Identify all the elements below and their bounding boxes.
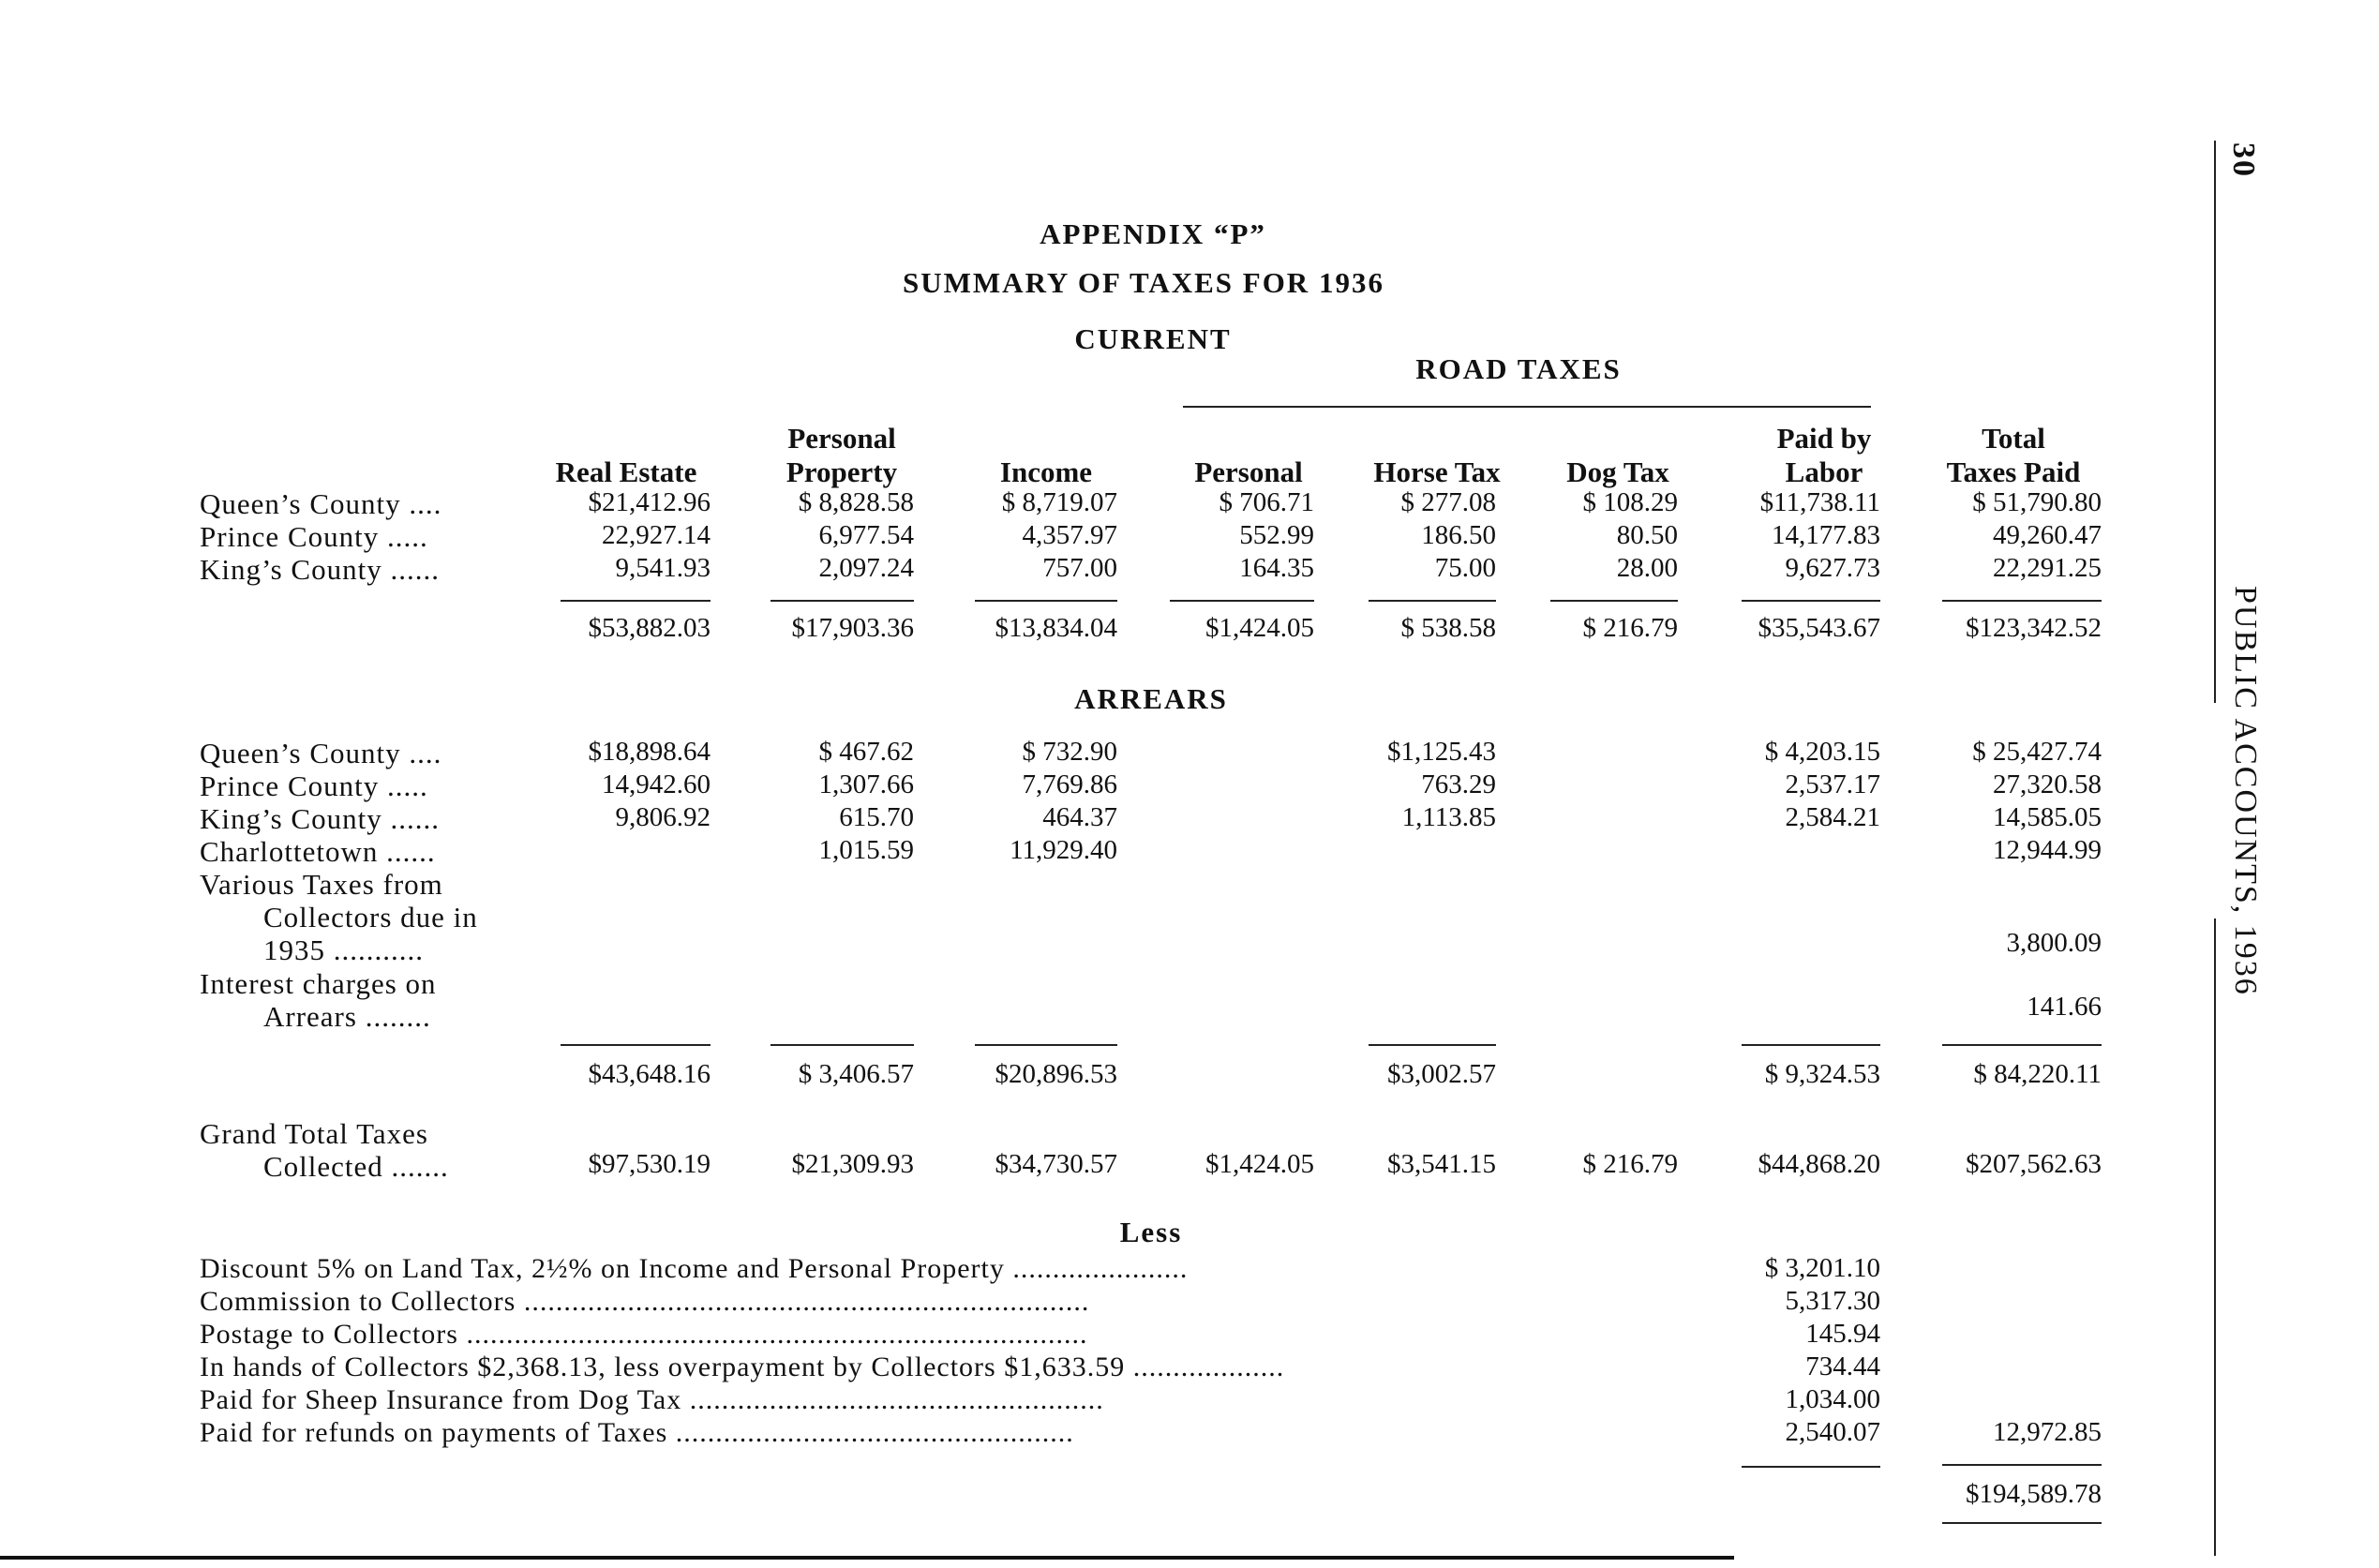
column-header xyxy=(556,422,697,489)
column-header-line1 xyxy=(556,422,697,455)
column-header xyxy=(1373,422,1500,489)
current-total-cell: $13,834.04 xyxy=(995,613,1117,643)
deduction-amount: 734.44 xyxy=(1805,1351,1880,1381)
row-label: Arrears ........ xyxy=(263,1000,431,1033)
grand-total-cell: $1,424.05 xyxy=(1205,1149,1314,1179)
table-cell: 7,769.86 xyxy=(1022,769,1117,799)
column-header-line2: Real Estate xyxy=(555,455,697,488)
column-header-line2: Taxes Paid xyxy=(1946,455,2081,488)
table-cell: $ 8,828.58 xyxy=(798,487,914,517)
table-cell: 141.66 xyxy=(2027,992,2102,1022)
deduction-amount: 1,034.00 xyxy=(1785,1384,1880,1414)
column-sum-rule xyxy=(1742,600,1880,602)
column-header-line2: Personal xyxy=(1194,455,1303,488)
current-total-cell: $17,903.36 xyxy=(791,613,914,643)
column-header xyxy=(1000,422,1092,489)
row-label: King’s County ...... xyxy=(200,553,440,586)
column-sum-rule xyxy=(1942,1044,2102,1046)
table-cell: $ 277.08 xyxy=(1400,487,1496,517)
row-label: Charlottetown ...... xyxy=(200,835,436,868)
grand-total-cell: $34,730.57 xyxy=(995,1149,1117,1179)
deductions-total: 12,972.85 xyxy=(1993,1417,2102,1447)
arrears-total-cell: $ 84,220.11 xyxy=(1973,1059,2102,1089)
row-label: King’s County ...... xyxy=(200,802,440,835)
table-cell: 75.00 xyxy=(1434,553,1496,583)
table-cell: 11,929.40 xyxy=(1010,835,1117,865)
table-cell: $ 8,719.07 xyxy=(1001,487,1117,517)
table-cell: 552.99 xyxy=(1239,520,1314,550)
table-cell: 22,291.25 xyxy=(1993,553,2102,583)
arrears-total-cell: $20,896.53 xyxy=(995,1059,1117,1089)
column-header-line1 xyxy=(1194,422,1302,455)
column-header-line1: Paid by xyxy=(1776,422,1872,455)
column-sum-rule xyxy=(1942,600,2102,602)
table-cell: 615.70 xyxy=(839,802,914,832)
arrears-total-cell: $ 3,406.57 xyxy=(798,1059,914,1089)
table-cell: $ 51,790.80 xyxy=(1972,487,2102,517)
table-cell: $ 108.29 xyxy=(1582,487,1678,517)
table-cell: 9,541.93 xyxy=(615,553,711,583)
deduction-amount: $ 3,201.10 xyxy=(1764,1253,1880,1283)
deduction-label: Postage to Collectors .............................................................................. xyxy=(200,1319,1088,1350)
column-header xyxy=(1194,422,1302,489)
table-cell: 1,015.59 xyxy=(818,835,914,865)
grand-total-cell: $207,562.63 xyxy=(1966,1149,2102,1179)
table-cell: 2,097.24 xyxy=(818,553,914,583)
column-header-line2: Income xyxy=(999,455,1093,488)
grand-total-cell: $97,530.19 xyxy=(588,1149,711,1179)
deduction-amount: 145.94 xyxy=(1805,1319,1880,1349)
row-label: 1935 ........... xyxy=(263,933,424,966)
column-sum-rule xyxy=(1369,600,1496,602)
table-cell: 1,307.66 xyxy=(818,769,914,799)
table-cell: $21,412.96 xyxy=(588,487,711,517)
table-cell: 28.00 xyxy=(1616,553,1678,583)
page-number: 30 xyxy=(2226,142,2261,178)
deduction-label: In hands of Collectors $2,368.13, less overpayment by Collectors $1,633.59 ................... xyxy=(200,1351,1285,1382)
deduction-label: Commission to Collectors ....................................................................... xyxy=(200,1286,1090,1317)
grand-total-cell: $21,309.93 xyxy=(791,1149,914,1179)
arrears-total-cell: $ 9,324.53 xyxy=(1764,1059,1880,1089)
column-sum-rule xyxy=(771,1044,914,1046)
side-divider xyxy=(2214,141,2216,703)
table-cell: 2,584.21 xyxy=(1785,802,1880,832)
current-heading: CURRENT xyxy=(1074,322,1232,355)
table-cell: $11,738.11 xyxy=(1759,487,1880,517)
page-bottom-edge xyxy=(0,1556,1734,1560)
road-taxes-heading: ROAD TAXES xyxy=(1415,352,1622,385)
current-total-cell: $53,882.03 xyxy=(588,613,711,643)
current-total-cell: $1,424.05 xyxy=(1205,613,1314,643)
column-sum-rule xyxy=(771,600,914,602)
deduction-amount: 2,540.07 xyxy=(1785,1417,1880,1447)
column-sum-rule xyxy=(975,600,1117,602)
column-header xyxy=(786,422,897,489)
row-label: Various Taxes from xyxy=(200,868,443,901)
table-cell: 4,357.97 xyxy=(1022,520,1117,550)
deduction-label: Paid for Sheep Insurance from Dog Tax .................................................... xyxy=(200,1384,1104,1415)
table-cell: 12,944.99 xyxy=(1993,835,2102,865)
arrears-total-cell: $43,648.16 xyxy=(588,1059,711,1089)
column-header-line1 xyxy=(1566,422,1668,455)
appendix-title: APPENDIX “P” xyxy=(1040,217,1266,250)
table-cell: 9,627.73 xyxy=(1785,553,1880,583)
table-cell: 9,806.92 xyxy=(615,802,711,832)
deductions-sum-rule xyxy=(1742,1466,1880,1468)
running-head: PUBLIC ACCOUNTS, 1936 xyxy=(2228,586,2263,996)
row-label: Interest charges on xyxy=(200,967,437,1000)
table-cell: 14,177.83 xyxy=(1772,520,1880,550)
table-cell: $ 706.71 xyxy=(1219,487,1314,517)
column-header-line2: Labor xyxy=(1785,455,1863,488)
table-cell: $ 732.90 xyxy=(1022,737,1117,767)
table-cell: 757.00 xyxy=(1042,553,1117,583)
table-cell: 464.37 xyxy=(1042,802,1117,832)
column-sum-rule xyxy=(1550,600,1678,602)
table-cell: 6,977.54 xyxy=(818,520,914,550)
arrears-heading: ARREARS xyxy=(1074,682,1228,715)
column-header-line1: Total xyxy=(1982,422,2045,455)
column-sum-rule xyxy=(1369,1044,1496,1046)
table-cell: 14,585.05 xyxy=(1993,802,2102,832)
column-sum-rule xyxy=(561,1044,711,1046)
table-cell: 22,927.14 xyxy=(602,520,711,550)
summary-subtitle: SUMMARY OF TAXES FOR 1936 xyxy=(903,266,1384,299)
current-total-cell: $35,543.67 xyxy=(1758,613,1880,643)
row-label: Prince County ..... xyxy=(200,769,428,802)
current-total-cell: $123,342.52 xyxy=(1966,613,2102,643)
column-header xyxy=(1947,422,2081,489)
column-sum-rule xyxy=(1742,1044,1880,1046)
row-label: Queen’s County .... xyxy=(200,487,442,520)
grand-total-cell: $44,868.20 xyxy=(1758,1149,1880,1179)
table-cell: $ 4,203.15 xyxy=(1764,737,1880,767)
side-divider-lower xyxy=(2214,918,2216,1556)
column-header-line2: Horse Tax xyxy=(1373,455,1501,488)
table-cell: 164.35 xyxy=(1239,553,1314,583)
current-total-cell: $ 216.79 xyxy=(1582,613,1678,643)
table-cell: 27,320.58 xyxy=(1993,769,2102,799)
table-cell: 763.29 xyxy=(1421,769,1496,799)
table-cell: $1,125.43 xyxy=(1387,737,1496,767)
column-header xyxy=(1777,422,1872,489)
deduction-amount: 5,317.30 xyxy=(1785,1286,1880,1316)
deduction-label: Paid for refunds on payments of Taxes .................................................. xyxy=(200,1417,1074,1448)
column-header-line1: Personal xyxy=(787,422,896,455)
table-cell: 14,942.60 xyxy=(602,769,711,799)
column-sum-rule xyxy=(975,1044,1117,1046)
column-header-line1 xyxy=(1000,422,1092,455)
table-cell: 186.50 xyxy=(1421,520,1496,550)
current-total-cell: $ 538.58 xyxy=(1400,613,1496,643)
net-total-rule xyxy=(1942,1464,2102,1466)
column-header-line1 xyxy=(1373,422,1500,455)
column-header-line2: Property xyxy=(786,455,898,488)
row-label: Collectors due in xyxy=(263,901,478,933)
grand-total-cell: $ 216.79 xyxy=(1582,1149,1678,1179)
grand-total-label: Grand Total Taxes xyxy=(200,1117,428,1150)
row-label: Queen’s County .... xyxy=(200,737,442,769)
table-cell: 3,800.09 xyxy=(2006,928,2102,958)
column-sum-rule xyxy=(561,600,711,602)
column-header-line2: Dog Tax xyxy=(1566,455,1669,488)
road-taxes-rule xyxy=(1183,406,1871,408)
deduction-label: Discount 5% on Land Tax, 2½% on Income and Personal Property ...................... xyxy=(200,1253,1189,1284)
table-cell: $ 25,427.74 xyxy=(1972,737,2102,767)
table-cell: $ 467.62 xyxy=(818,737,914,767)
grand-total-label: Collected ....... xyxy=(263,1150,449,1183)
less-heading: Less xyxy=(1119,1216,1183,1248)
table-cell: 80.50 xyxy=(1616,520,1678,550)
table-cell: $18,898.64 xyxy=(588,737,711,767)
arrears-total-cell: $3,002.57 xyxy=(1387,1059,1496,1089)
column-header xyxy=(1566,422,1668,489)
table-cell: 49,260.47 xyxy=(1993,520,2102,550)
column-sum-rule xyxy=(1170,600,1314,602)
table-cell: 1,113.85 xyxy=(1401,802,1496,832)
net-total-underline xyxy=(1942,1522,2102,1524)
net-total: $194,589.78 xyxy=(1966,1479,2102,1509)
table-cell: 2,537.17 xyxy=(1785,769,1880,799)
grand-total-cell: $3,541.15 xyxy=(1387,1149,1496,1179)
row-label: Prince County ..... xyxy=(200,520,428,553)
